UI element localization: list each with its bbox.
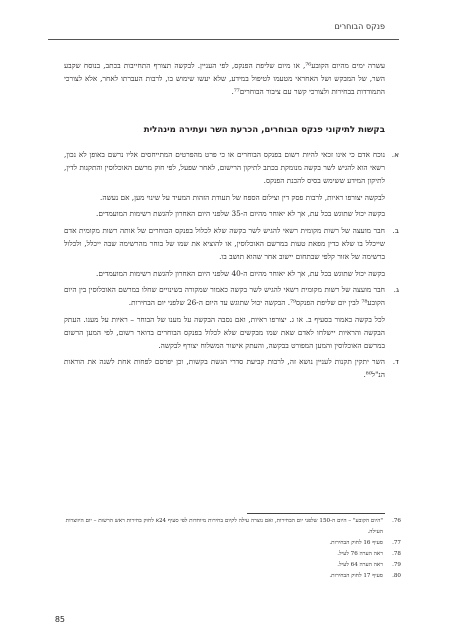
item-label: ג. — [393, 285, 399, 295]
footnote — [64, 538, 401, 549]
footnotes — [64, 516, 401, 581]
footnote-text: "היום הקובע" – היום ה-150 שלפני יום הבחירות, ואם נוצרה עילה לקיום בחירות מיוחדות לפי סעיף 24א לחוק בחירות ראש הרשות – יום היווצרות העילה. — [65, 518, 383, 535]
footnote-divider — [247, 513, 385, 514]
footnote-number: 76. — [392, 518, 401, 524]
item-paragraph: לבקשה יצורפו ראיות, לרבות פסק דין וצילום הספח של תעודת הזהות המעיד על שינוי מען, אם נעשה. — [100, 192, 385, 202]
footnote-number: 78. — [392, 550, 401, 557]
footnote-text: ראה הערה 76 לעיל. — [337, 550, 383, 557]
header-divider — [48, 39, 399, 40]
footnote-text: ראה הערה 64 לעיל. — [337, 561, 383, 568]
list-item-c — [64, 284, 399, 352]
footnote — [64, 516, 401, 538]
item-paragraph: השר יתקין תקנות לעניין נושא זה, לרבות קביעת סדרי הגשת בקשות, וכן יפרסם לפחות אחת לשנה את הוראות הנ"ל⁸⁰. — [64, 357, 385, 380]
list-item-b — [64, 225, 399, 280]
item-paragraph: חבר מועצה של רשות מקומית רשאי להגיש לשר בקשה כאמור שמקורה בשינויים שחלו במרשם האוכלוסין בין היום הקובע⁷⁸ לבין יום שליפת הפנקס⁷⁹. הבקשה יכול שתוגש עד היום ה-26 שלפני יום הבחירות. — [64, 285, 385, 308]
item-label: ב. — [392, 226, 399, 236]
footnote-number: 77. — [392, 539, 401, 546]
footnote-number: 79. — [392, 561, 401, 568]
section-heading: בקשות לתיקוני פנקס הבוחרים, הכרעת השר ועתירה מינהלית — [143, 125, 385, 136]
item-paragraph: בקשה יכול שתוגש בכל עת, אך לא יאוחר מהיום ה-35 שלפני היום האחרון להגשת רשימות המועמדים. — [96, 209, 385, 219]
main-content — [64, 60, 399, 386]
item-paragraph: בקשה יכול שתוגש בכל עת, אך לא יאוחר מהיום ה-40 שלפני היום האחרון להגשת רשימות המועמדים. — [96, 268, 385, 278]
list-item-d — [64, 356, 399, 382]
footnote — [64, 549, 401, 560]
footnote-number: 80. — [392, 572, 401, 579]
footnote-text: סעיף 17 לחוק הבחירות. — [329, 572, 383, 579]
page-number: 85 — [54, 615, 65, 624]
running-header-title: פנקס הבוחרים — [334, 22, 385, 31]
item-label: ד. — [392, 357, 399, 367]
footnote — [64, 560, 401, 571]
footnote-text: סעיף 16 לחוק הבחירות. — [329, 539, 383, 546]
intro-paragraph: עשרה ימים מהיום הקובע⁷⁶, או מיום שליפת הפנקס, לפי העניין. לבקשה תצורף התחייבות בכתב, בנוסח שקבע השר, של המבקש ושל האחראי מטעמו לטיפול במידע, שלא יעשו שימוש בו, לרבות העברתו לאחר, אלא לצורכי התמודדות בבחירות ולצורכי קשר עם ציבור הבוחרים⁷⁷. — [64, 61, 385, 96]
footnote — [64, 571, 401, 582]
list-item-a — [64, 149, 399, 221]
item-label: א. — [391, 150, 399, 160]
item-paragraph: לכל בקשה כאמור בסעיף ב. או ג. יצורפו ראיות, ואם נסבה הבקשה על מענו של הבוחר – ראיות על מענו. העתק הבקשה והראיות יישלחו לאדם שאת שמו מבקשים שלא לכלול בפנקס הבוחרים בדואר רשום, לפי המען הרשום במרשם האוכלוסין והמען המפורט בבקשה, והעתק אישור המשלוח יצורף לבקשה. — [64, 314, 385, 350]
item-paragraph: נוכח אדם כי אינו זכאי להיות רשום בפנקס הבוחרים או כי פרט מהפרטים המתייחסים אליו נרשם באופן לא נכון, רשאי הוא להגיש לשר בקשה מנומקת בכתב לתיקון הרישום, לאחר שפעל, לפי חוק מרשם האוכלוסין והתקנות לדין, לתיקון המידע ששימש בסיס להכנת הפנקס. — [64, 150, 385, 185]
item-paragraph: חבר מועצה של רשות מקומית רשאי להגיש לשר בקשה שלא לכלול בפנקס הבוחרים של אותה רשות מקומית אדם שייכלל בו שלא כדין מפאת טעות במרשם האוכלוסין, או להוציא את שמו של בוחר מהרשימה שבה ייכלל, ולכלול ברשימה של אזור קלפי שבתחום יישוב אחר שהוא תושב בו. — [64, 226, 385, 261]
